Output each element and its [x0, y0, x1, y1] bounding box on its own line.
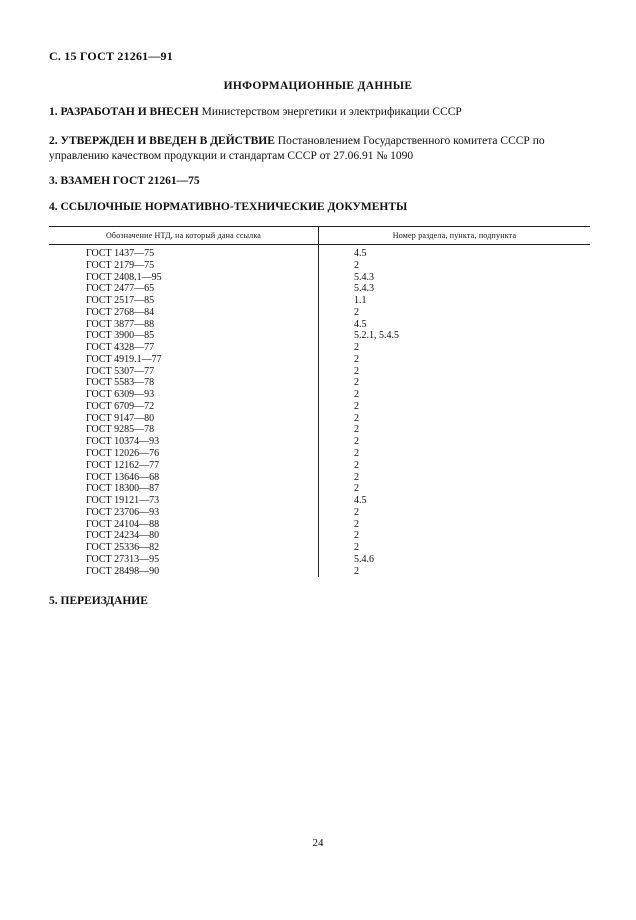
table-row: [49, 260, 590, 272]
cell-section: 2: [354, 565, 359, 577]
cell-section: 5.4.3: [354, 271, 374, 283]
cell-section: 1.1: [354, 295, 367, 307]
cell-section: 2: [354, 436, 359, 448]
cell-document: ГОСТ 9147—80: [49, 413, 319, 425]
cell-document: ГОСТ 3900—85: [49, 330, 319, 342]
cell-section: 2: [354, 530, 359, 542]
cell-document: ГОСТ 12162—77: [49, 460, 319, 472]
section-title: ИНФОРМАЦИОННЫЕ ДАННЫЕ: [223, 80, 413, 92]
cell-document: ГОСТ 10374—93: [49, 436, 319, 448]
cell-document: ГОСТ 24234—80: [49, 530, 319, 542]
cell-section: 2: [354, 377, 359, 389]
cell-document: ГОСТ 23706—93: [49, 507, 319, 519]
table-row: [49, 319, 590, 331]
table-row: [49, 542, 590, 554]
table-row: [49, 460, 590, 472]
table-row: [49, 283, 590, 295]
page-header-label: С. 15 ГОСТ 21261—91: [49, 49, 173, 63]
reference-documents-table: [49, 226, 590, 577]
table-row: [49, 401, 590, 413]
cell-document: ГОСТ 27313—95: [49, 554, 319, 566]
cell-section: 2: [354, 518, 359, 530]
cell-document: ГОСТ 18300—87: [49, 483, 319, 495]
table-row: [49, 330, 590, 342]
table-row: [49, 272, 590, 284]
cell-section: 4.5: [354, 248, 367, 259]
table-header-row: [49, 227, 590, 245]
cell-section: 2: [354, 353, 359, 365]
cell-section: 5.4.3: [354, 283, 374, 295]
item-lead: РАЗРАБОТАН И ВНЕСЕН: [60, 106, 199, 118]
cell-document: ГОСТ 24104—88: [49, 519, 319, 531]
table-row: [49, 377, 590, 389]
table-row: [49, 507, 590, 519]
info-item-2: [49, 134, 589, 164]
cell-section: 2: [354, 342, 359, 354]
cell-document: ГОСТ 13646—68: [49, 472, 319, 484]
table-row: [49, 519, 590, 531]
item-number: 4.: [49, 201, 58, 213]
item-number: 3.: [49, 175, 58, 187]
cell-document: ГОСТ 2768—84: [49, 307, 319, 319]
cell-document: ГОСТ 4328—77: [49, 342, 319, 354]
cell-document: ГОСТ 9285—78: [49, 424, 319, 436]
cell-section: 2: [354, 459, 359, 471]
cell-document: ГОСТ 3877—88: [49, 319, 319, 331]
table-row: [49, 295, 590, 307]
cell-document: ГОСТ 28498—90: [49, 566, 319, 578]
info-item-1: [49, 105, 589, 120]
table-row: [49, 354, 590, 366]
cell-document: ГОСТ 25336—82: [49, 542, 319, 554]
cell-document: ГОСТ 2408.1—95: [49, 272, 319, 284]
page-number: 24: [312, 837, 324, 849]
table-row: [49, 389, 590, 401]
cell-document: ГОСТ 19121—73: [49, 495, 319, 507]
cell-section: 2: [354, 506, 359, 518]
cell-document: ГОСТ 6309—93: [49, 389, 319, 401]
table-row: [49, 424, 590, 436]
cell-document: ГОСТ 2179—75: [49, 260, 319, 272]
table-row: [49, 413, 590, 425]
cell-section: 2: [354, 448, 359, 460]
table-row: [49, 554, 590, 566]
cell-document: ГОСТ 5583—78: [49, 377, 319, 389]
cell-document: ГОСТ 4919.1—77: [49, 354, 319, 366]
cell-section: 2: [354, 306, 359, 318]
info-item-5: [49, 594, 589, 609]
cell-section: 2: [354, 483, 359, 495]
item-text: Постановлением Государственного комитета СССР по управлению качеством продукции и стандартам СССР от 27.06.91 № 1090: [49, 135, 545, 162]
item-lead: ССЫЛОЧНЫЕ НОРМАТИВНО-ТЕХНИЧЕСКИЕ ДОКУМЕНТЫ: [60, 201, 408, 213]
table-row: [49, 436, 590, 448]
cell-section: 5.2.1, 5.4.5: [354, 330, 399, 342]
cell-document: ГОСТ 1437—75: [49, 245, 319, 260]
cell-section: 2: [354, 471, 359, 483]
item-text: Министерством энергетики и электрификации СССР: [198, 106, 462, 118]
cell-section: 4.5: [354, 318, 367, 330]
cell-section: 2: [354, 542, 359, 554]
table-row: [49, 307, 590, 319]
cell-section: 2: [354, 365, 359, 377]
cell-section: 2: [354, 400, 359, 412]
cell-document: ГОСТ 5307—77: [49, 366, 319, 378]
item-lead: ВЗАМЕН ГОСТ 21261—75: [60, 175, 200, 187]
table-body: [49, 245, 590, 578]
table-row: [49, 530, 590, 542]
item-lead: УТВЕРЖДЕН И ВВЕДЕН В ДЕЙСТВИЕ: [60, 135, 275, 147]
cell-section: 2: [354, 259, 359, 271]
item-number: 1.: [49, 106, 58, 118]
info-item-4: [49, 200, 589, 215]
table-row: [49, 245, 590, 260]
table-row: [49, 366, 590, 378]
cell-section: 2: [354, 424, 359, 436]
column-header-document: Обозначение НТД, на который дана ссылка: [49, 227, 319, 245]
table-row: [49, 448, 590, 460]
cell-section: 4.5: [354, 495, 367, 507]
cell-document: ГОСТ 2477—65: [49, 283, 319, 295]
cell-section: 2: [354, 412, 359, 424]
cell-section: 2: [354, 389, 359, 401]
cell-document: ГОСТ 6709—72: [49, 401, 319, 413]
cell-document: ГОСТ 2517—85: [49, 295, 319, 307]
column-header-section: Номер раздела, пункта, подпункта: [319, 227, 591, 245]
cell-section: 5.4.6: [354, 553, 374, 565]
table-row: [49, 495, 590, 507]
cell-document: ГОСТ 12026—76: [49, 448, 319, 460]
table-row: [49, 342, 590, 354]
item-number: 5.: [49, 595, 58, 607]
table-row: [49, 483, 590, 495]
info-item-3: [49, 174, 589, 189]
item-number: 2.: [49, 135, 58, 147]
item-lead: ПЕРЕИЗДАНИЕ: [60, 595, 148, 607]
table-row: [49, 472, 590, 484]
table-row: [49, 566, 590, 578]
